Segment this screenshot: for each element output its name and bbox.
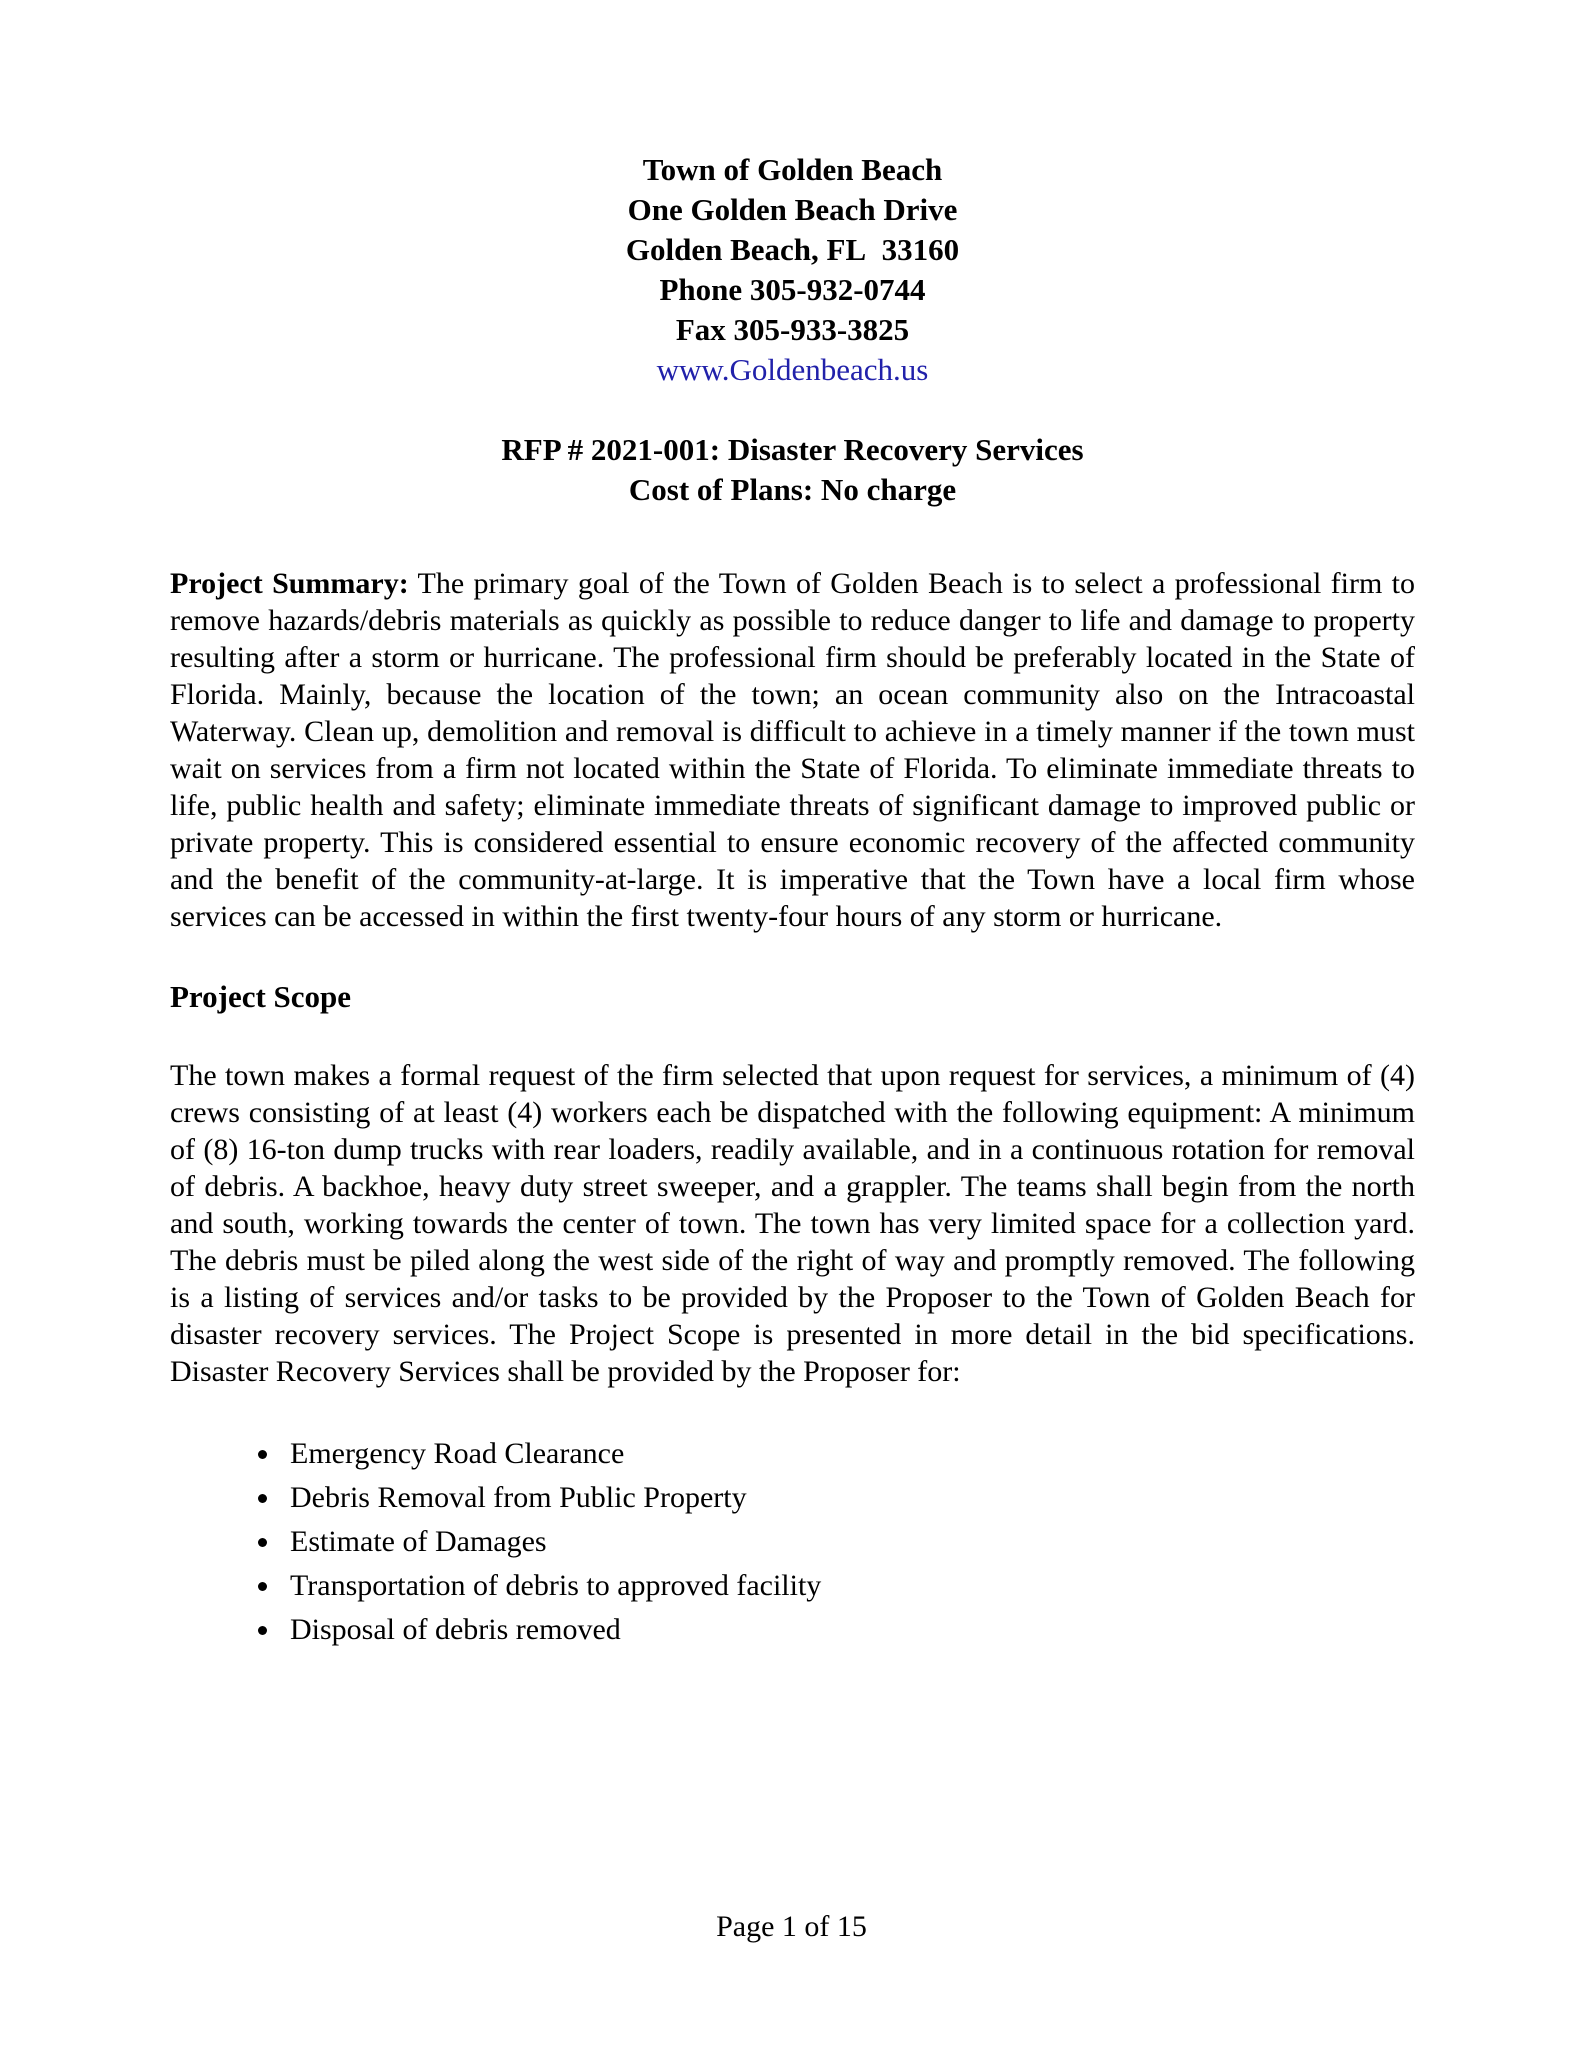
project-summary-paragraph [170, 565, 1415, 935]
letterhead [170, 150, 1415, 390]
phone-line: Phone 305-932-0744 [659, 272, 926, 307]
project-summary-text: The primary goal of the Town of Golden Beach is to select a professional firm to remove hazards/debris materials as quickly as possible to reduce danger to life and damage to property resulting after a storm or hurricane. The professional firm should be preferably located in the State of Florida. Mainly, because the location of the town; an ocean community also on the Intracoastal Waterway. Clean up, demolition and removal is difficult to achieve in a timely manner if the town must wait on services from a firm not located within the State of Florida. To eliminate immediate threats to life, public health and safety; eliminate immediate threats of significant damage to improved public or private property. This is considered essential to ensure economic recovery of the affected community and the benefit of the community-at-large. It is imperative that the Town have a local firm whose services can be accessed in within the first twenty-four hours of any storm or hurricane. [170, 567, 1415, 933]
address-line-2: Golden Beach, FL 33160 [625, 232, 960, 267]
services-bullet-list [170, 1435, 1415, 1648]
project-summary-label: Project Summary: [170, 567, 409, 600]
project-scope-heading: Project Scope [170, 979, 352, 1014]
address-line-1: One Golden Beach Drive [627, 192, 958, 227]
list-item: • Disposal of debris removed [282, 1611, 1415, 1648]
list-item: • Estimate of Damages [282, 1523, 1415, 1560]
page-number-footer: Page 1 of 15 [716, 1910, 867, 1943]
list-item: • Emergency Road Clearance [282, 1435, 1415, 1472]
fax-line: Fax 305-933-3825 [675, 312, 910, 347]
project-scope-paragraph: The town makes a formal request of the firm selected that upon request for services, a minimum of (4) crews consisting of at least (4) workers each be dispatched with the following equipment: A minimum of (8) 16-ton dump trucks with rear loaders, readily available, and in a continuous rotation for removal of debris. A backhoe, heavy duty street sweeper, and a grappler. The teams shall begin from the north and south, working towards the center of town. The town has very limited space for a collection yard. The debris must be piled along the west side of the right of way and promptly removed. The following is a listing of services and/or tasks to be provided by the Proposer to the Town of Golden Beach for disaster recovery services. The Project Scope is presented in more detail in the bid specifications. Disaster Recovery Services shall be provided by the Proposer for: [170, 1059, 1415, 1388]
rfp-title-block [170, 430, 1415, 510]
list-item: • Transportation of debris to approved facility [282, 1567, 1415, 1604]
org-name: Town of Golden Beach [642, 152, 943, 187]
rfp-title-line: RFP # 2021-001: Disaster Recovery Services [501, 432, 1084, 467]
website-link[interactable]: www.Goldenbeach.us [656, 352, 929, 387]
list-item: • Debris Removal from Public Property [282, 1479, 1415, 1516]
cost-of-plans-line: Cost of Plans: No charge [628, 472, 957, 507]
